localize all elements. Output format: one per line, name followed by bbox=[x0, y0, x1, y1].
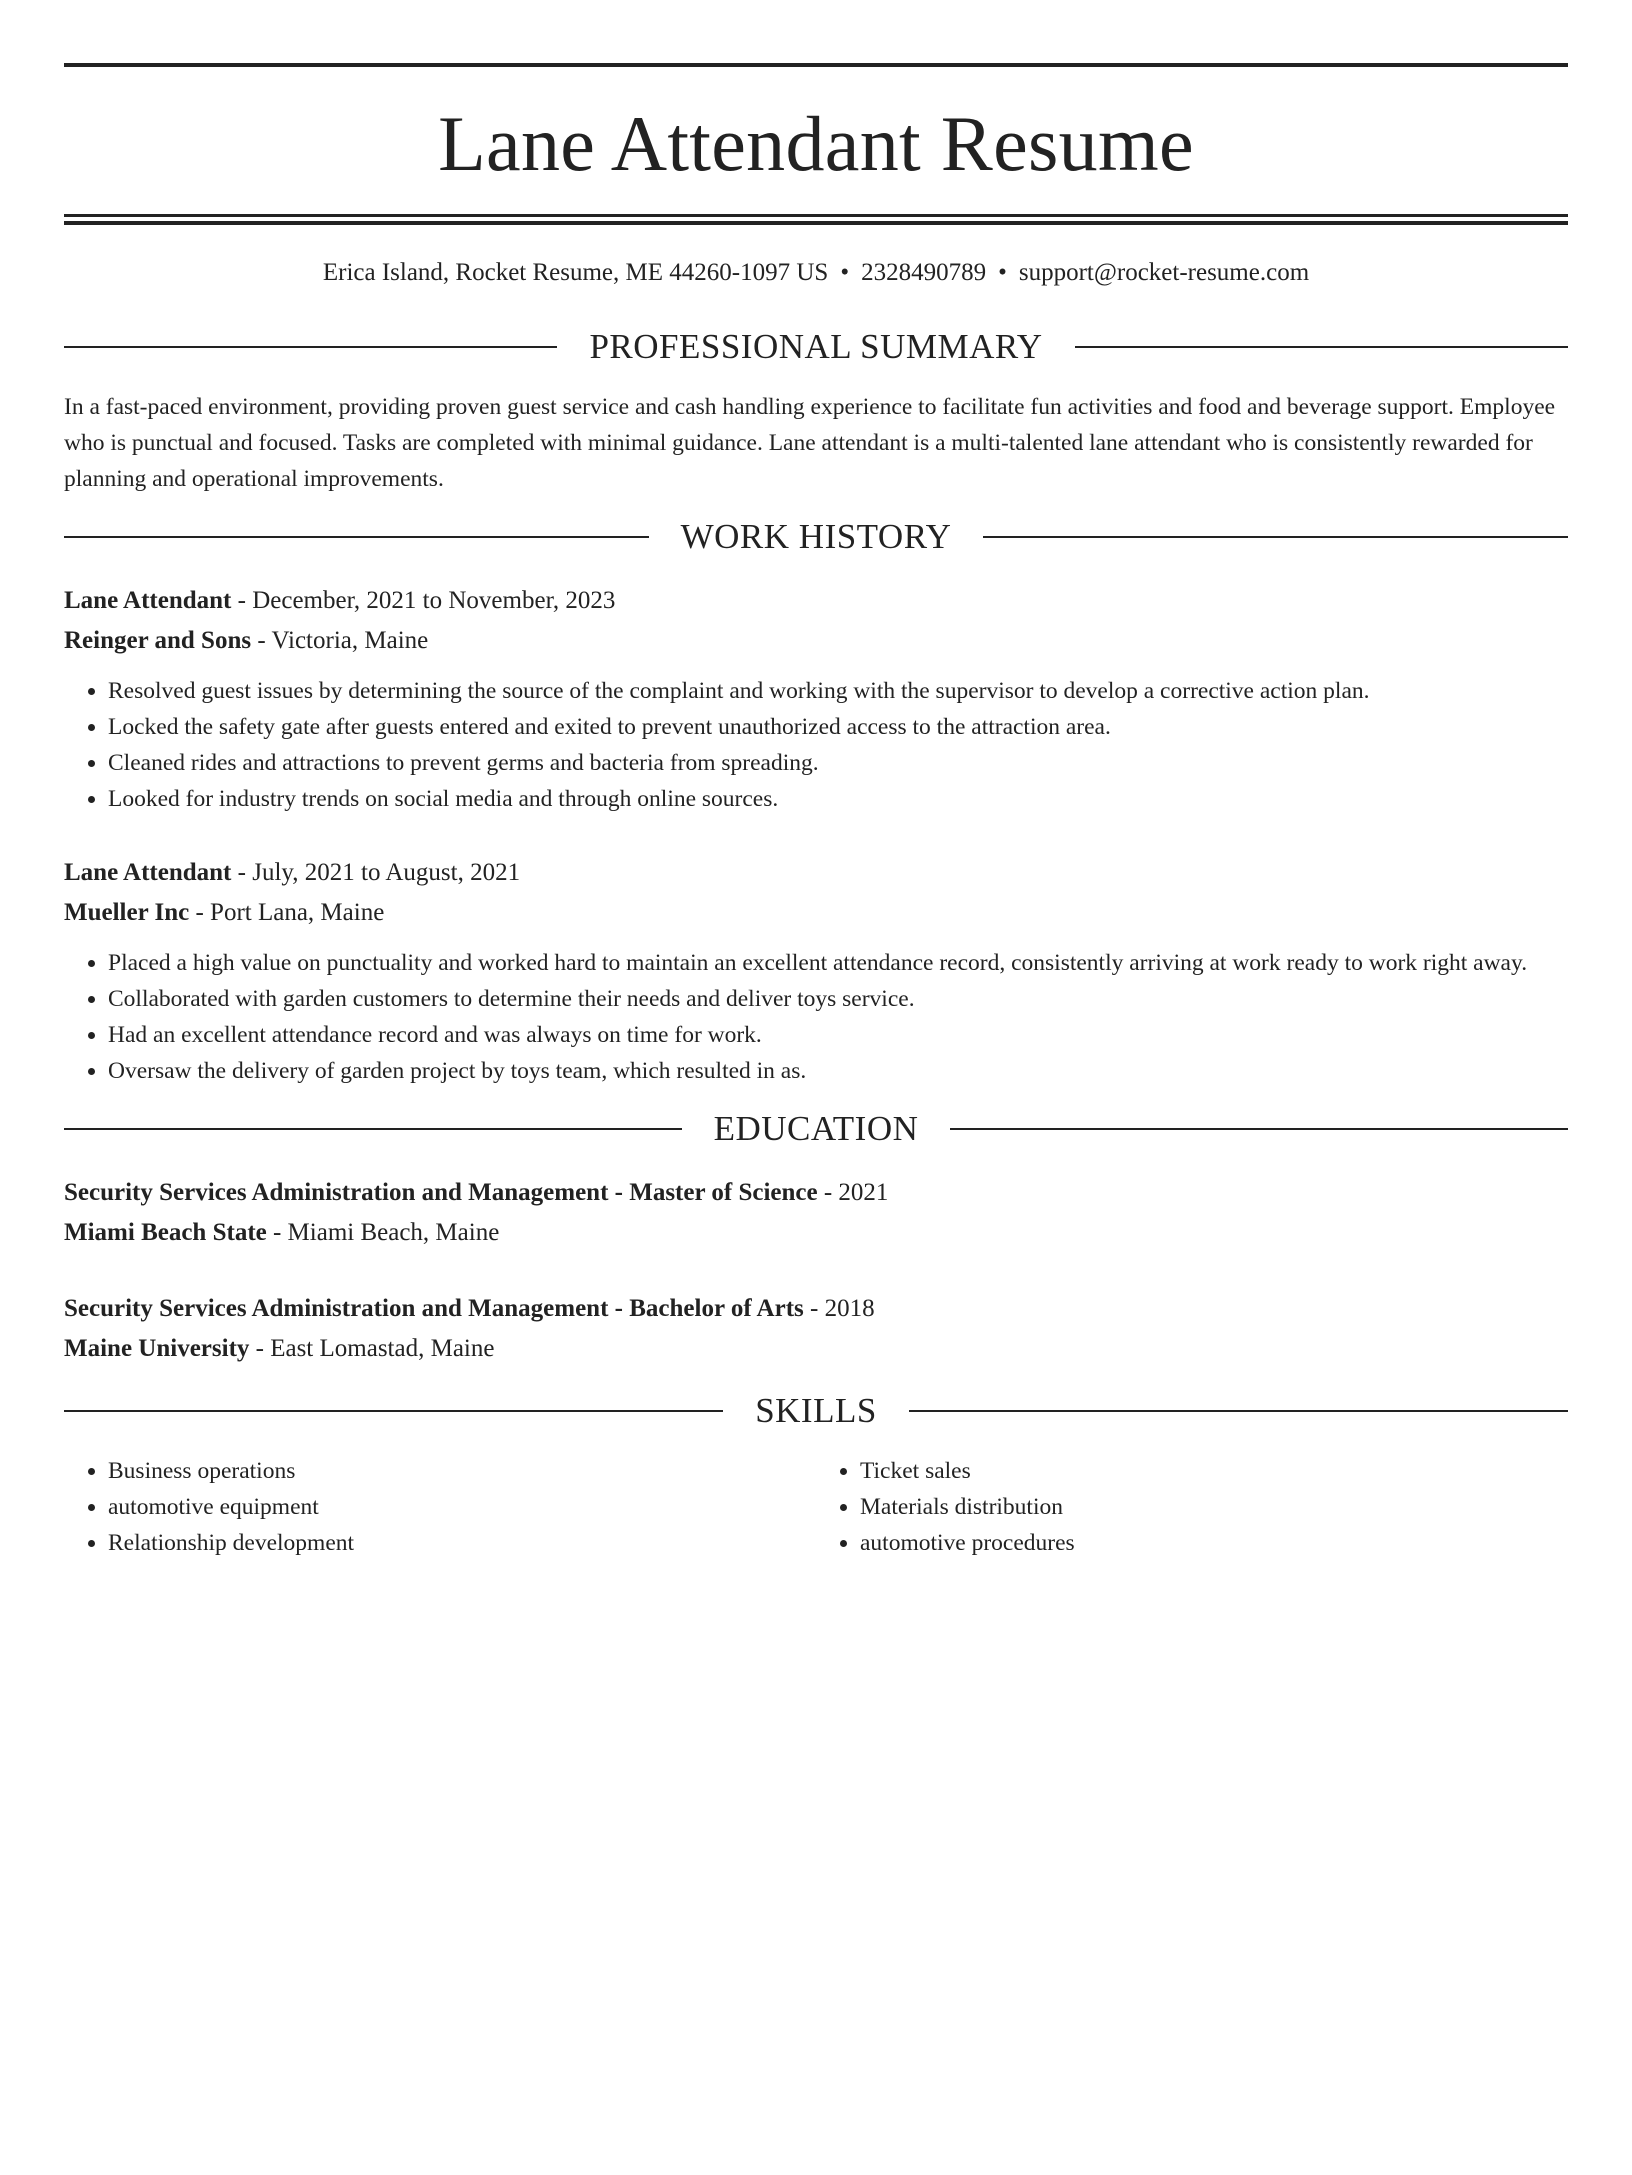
education-degree: Security Services Administration and Management - Bachelor of Arts bbox=[64, 1295, 804, 1322]
section-title-work: WORK HISTORY bbox=[680, 517, 952, 556]
job-title: Lane Attendant bbox=[64, 859, 232, 886]
job-entry bbox=[64, 581, 1568, 817]
education-degree-line bbox=[64, 1173, 1568, 1213]
job-location: - Port Lana, Maine bbox=[189, 899, 385, 926]
divider-line bbox=[64, 1410, 723, 1412]
education-degree-line bbox=[64, 1289, 1568, 1329]
divider-line bbox=[64, 346, 557, 348]
job-company-line bbox=[64, 621, 1568, 661]
job-location: - Victoria, Maine bbox=[251, 627, 429, 654]
skill-item: • Relationship development bbox=[108, 1525, 816, 1561]
contact-line bbox=[64, 257, 1568, 289]
section-title-skills: SKILLS bbox=[755, 1391, 877, 1430]
contact-separator: • bbox=[840, 259, 850, 286]
job-entry bbox=[64, 853, 1568, 1089]
divider-line bbox=[64, 536, 649, 538]
job-title-line bbox=[64, 581, 1568, 621]
divider-line bbox=[1075, 346, 1568, 348]
job-title: Lane Attendant bbox=[64, 587, 232, 614]
skills-column-left bbox=[64, 1453, 816, 1561]
education-location: - Miami Beach, Maine bbox=[266, 1219, 500, 1246]
list-item: • Resolved guest issues by determining the source of the complaint and working with the supervisor to develop a corrective action plan. bbox=[108, 673, 1568, 709]
job-dates: - December, 2021 to November, 2023 bbox=[231, 587, 616, 614]
skills-column-right bbox=[816, 1453, 1568, 1561]
list-item: • Locked the safety gate after guests entered and exited to prevent unauthorized access to the attraction area. bbox=[108, 709, 1568, 745]
divider-line bbox=[983, 536, 1568, 538]
education-location: - East Lomastad, Maine bbox=[249, 1335, 495, 1362]
skill-item: • Ticket sales bbox=[860, 1453, 1568, 1489]
education-year: - 2021 bbox=[817, 1179, 889, 1206]
section-title-education: EDUCATION bbox=[713, 1109, 919, 1148]
job-company: Reinger and Sons bbox=[64, 627, 252, 654]
job-bullets bbox=[64, 945, 1568, 1089]
contact-phone: 2328490789 bbox=[861, 259, 987, 286]
skill-item: • Materials distribution bbox=[860, 1489, 1568, 1525]
top-rule bbox=[64, 63, 1568, 67]
education-year: - 2018 bbox=[803, 1295, 875, 1322]
section-title-summary: PROFESSIONAL SUMMARY bbox=[589, 327, 1043, 366]
list-item: • Collaborated with garden customers to determine their needs and deliver toys service. bbox=[108, 981, 1568, 1017]
job-company: Mueller Inc bbox=[64, 899, 190, 926]
list-item: • Looked for industry trends on social media and through online sources. bbox=[108, 781, 1568, 817]
contact-separator: • bbox=[998, 259, 1007, 286]
skill-item: • Business operations bbox=[108, 1453, 816, 1489]
section-header-skills bbox=[64, 1391, 1568, 1431]
divider-line bbox=[950, 1128, 1568, 1130]
list-item: • Cleaned rides and attractions to prevent germs and bacteria from spreading. bbox=[108, 745, 1568, 781]
section-header-education bbox=[64, 1109, 1568, 1149]
education-school-line bbox=[64, 1329, 1568, 1369]
skill-item: • automotive procedures bbox=[860, 1525, 1568, 1561]
divider-line bbox=[64, 1128, 682, 1130]
job-dates: - July, 2021 to August, 2021 bbox=[231, 859, 521, 886]
resume-page bbox=[0, 63, 1632, 2175]
job-company-line bbox=[64, 893, 1568, 933]
education-entry bbox=[64, 1289, 1568, 1369]
list-item: • Oversaw the delivery of garden project by toys team, which resulted in as. bbox=[108, 1053, 1568, 1089]
education-school-line bbox=[64, 1213, 1568, 1253]
skills-grid bbox=[64, 1453, 1568, 1561]
contact-address: Erica Island, Rocket Resume, ME 44260-1097 US bbox=[322, 259, 829, 286]
job-bullets bbox=[64, 673, 1568, 817]
title-double-rule bbox=[64, 214, 1568, 225]
education-degree: Security Services Administration and Management - Master of Science bbox=[64, 1179, 818, 1206]
list-item: • Placed a high value on punctuality and worked hard to maintain an excellent attendance record, consistently arriving at work ready to work right away. bbox=[108, 945, 1568, 981]
education-school: Miami Beach State bbox=[64, 1219, 267, 1246]
education-school: Maine University bbox=[64, 1335, 250, 1362]
section-header-work bbox=[64, 517, 1568, 557]
summary-text: In a fast-paced environment, providing proven guest service and cash handling experience to facilitate fun activities and food and beverage support. Employee who is punctual and focused. Tasks are completed with minimal guidance. Lane attendant is a multi-talented lane attendant who is consistently rewarded for planning and operational improvements. bbox=[64, 394, 1556, 492]
list-item: • Had an excellent attendance record and was always on time for work. bbox=[108, 1017, 1568, 1053]
education-entry bbox=[64, 1173, 1568, 1253]
job-title-line bbox=[64, 853, 1568, 893]
contact-email[interactable]: support@rocket-resume.com bbox=[1018, 259, 1310, 286]
divider-line bbox=[909, 1410, 1568, 1412]
resume-title: Lane Attendant Resume bbox=[438, 100, 1194, 187]
skill-item: • automotive equipment bbox=[108, 1489, 816, 1525]
section-header-summary bbox=[64, 327, 1568, 367]
